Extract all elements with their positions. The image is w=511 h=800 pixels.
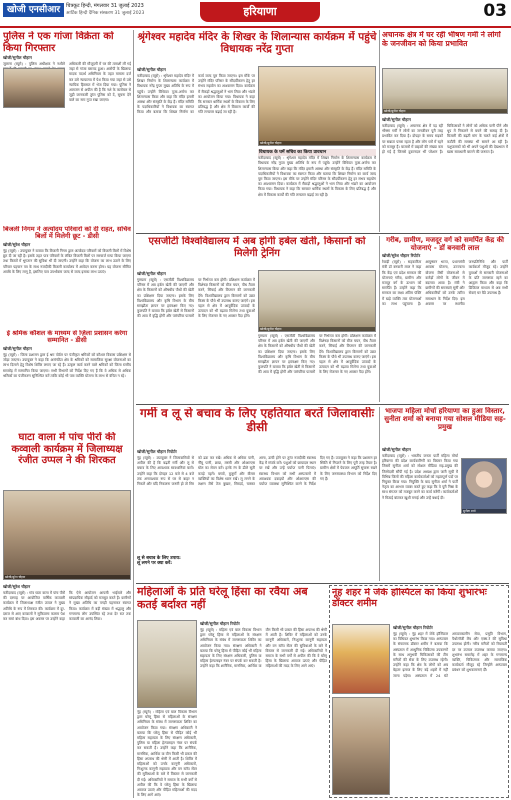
page-number: 03 — [483, 1, 507, 21]
body-hospital: नूंह (ब्यूरो) : नूंह शहर में जेके हॉस्पिटल का विधिवत शुभारंभ किया गया। अस्पताल के संचालक डॉक्टर शमीम ने बताया कि अस्पताल में आधुनिक चिकित्सा उपकरणों के साथ अनुभवी चिकित्सकों की टीम मरीजों की सेवा के लिए उपलब्ध रहेगी। उन्होंने कहा कि क्षेत्र के लोगों को अब बेहतर इलाज के लिए बड़े शहरों में नहीं जाना पड़ेगा। अस्पताल में 24 घंटे आपातकालीन सेवा, प्रसूति विभाग, पैथोलॉजी लैब और एक्स-रे की सुविधा उपलब्ध होगी। गरीब मरीजों को रियायती दर पर उपचार उपलब्ध कराया जाएगा। शुभारंभ समारोह में शहर के गणमान्य व्यक्ति, चिकित्सक और सामाजिक कार्यकर्ता मौजूद रहे जिन्होंने अस्पताल प्रबंधन को शुभकामनाएं दीं। — [393, 632, 507, 678]
photo-hospital — [332, 624, 390, 694]
photo-ghata — [3, 490, 131, 580]
photo-hospital-2 — [332, 697, 390, 795]
story-temple-text — [137, 66, 255, 230]
story-university-text2 — [258, 334, 376, 400]
story-bjp — [382, 407, 508, 443]
caption-ghata: खोजी/सुरेश चौहान — [4, 575, 130, 579]
body-hinsa-2: नूंह (ब्यूरो) : महिला एवं बाल विकास विभाग द्वारा घरेलू हिंसा से महिलाओं के संरक्षण अधिनियम के संबंध में जागरूकता शिविर का आयोजन किया गया। संरक्षण अधिकारी ने बताया कि घरेलू हिंसा से पीड़ित कोई भी महिला सहायता के लिए संरक्षण अधिकारी, पुलिस या महिला हेल्पलाइन नंबर पर संपर्क कर सकती है। उन्होंने कहा कि शारीरिक, मानसिक, आर्थिक या यौन किसी भी प्रकार की हिंसा अपराध की श्रेणी में आती है। शिविर में महिलाओं को उनके कानूनी अधिकारों, निःशुल्क कानूनी सहायता और वन स्टॉप सेंटर की सुविधाओं के बारे में विस्तार से जानकारी दी गई। अधिकारियों ने समाज के सभी वर्गों से अपील की कि वे घरेलू हिंसा के खिलाफ आवाज उठाएं और पीड़ित महिलाओं की मदद के लिए आगे आएं। — [137, 710, 197, 798]
photo-ganja — [3, 68, 65, 108]
body-eshram: नूंह (ब्यूरो) : जिला प्रशासन द्वारा ई श्रम पोर्टल पर पंजीकृत श्रमिकों को कौशल विकास प्रशिक्षण से जोड़ा जाएगा। उपायुक्त ने कहा कि असंगठित क्षेत्र के श्रमिकों को सामाजिक सुरक्षा योजनाओं का लाभ दिलाने हेतु विशेष शिविर लगाए जा रहे हैं। उत्कृष्ट कार्य करने वाले श्रमिकों को जिला स्तरीय समारोह में सम्मानित किया जाएगा। सभी विभागों को निर्देश दिए गए हैं कि वे अधिक से अधिक श्रमिकों का पंजीकरण सुनिश्चित करें ताकि कोई भी पात्र व्यक्ति योजना के लाभ से वंचित न रहे। — [3, 352, 131, 378]
row-divider-1 — [136, 233, 509, 234]
headline-hospital: नूंह शहर में जेके हॉस्पिटल का किया शुभारंभः डॉक्टर शमीम — [332, 588, 487, 609]
byline-eshram: खोजी/सुनील चौहान — [3, 345, 32, 351]
headline-hinsa: महिलाओं के प्रति घरेलू हिंसा का रवैया अब कतई बर्दाश्त नहीं — [137, 586, 308, 611]
body-garib: रेवाड़ी (ब्यूरो) : सहकारिता मंत्री डॉ बनवारी लाल ने कहा कि केंद्र एवं प्रदेश सरकार की योजनाएं गरीब, ग्रामीण और मजदूर वर्ग के उत्थान को समर्पित हैं। उन्होंने कहा कि सरकार का लक्ष्य अंतिम पंक्ति में खड़े व्यक्ति तक योजनाओं का लाभ पहुंचाना है। आयुष्मान भारत, प्रधानमंत्री आवास योजना, उज्ज्वला योजना जैसी योजनाओं से करोड़ों लोगों के जीवन में बदलाव आया है। मंत्री ने ग्रामीणों की समस्याएं सुनीं और अधिकारियों को उनके त्वरित समाधान के निर्देश दिए। इस अवसर पर स्थानीय जनप्रतिनिधि और पार्टी कार्यकर्ता मौजूद रहे। उन्होंने युवाओं से सरकारी योजनाओं के प्रति जागरूक रहने का आह्वान किया और कहा कि डिजिटल माध्यम से अब सभी सेवाएं घर बैठे उपलब्ध हैं। — [382, 260, 508, 306]
row-divider-2 — [136, 404, 509, 405]
byline-ganja: खोजी/सुनील चौहान — [3, 55, 32, 60]
byline-gunfire: खोजी/सुनील चौहान — [382, 117, 411, 122]
row-divider-3 — [136, 583, 509, 584]
column-divider-right-2 — [379, 236, 380, 402]
body-bjp: फरीदाबाद (ब्यूरो) : भारतीय जनता पार्टी महिला मोर्चा हरियाणा की प्रदेश कार्यकारिणी का विस्तार किया गया जिसमें सुनीता शर्मा को सोशल मीडिया सह-प्रमुख की जिम्मेदारी सौंपी गई है। प्रदेश अध्यक्ष द्वारा जारी सूची में विभिन्न जिलों की महिला कार्यकर्ताओं को महत्वपूर्ण पदों पर नियुक्त किया गया। नियुक्ति के बाद सुनीता शर्मा ने पार्टी नेतृत्व का आभार व्यक्त करते हुए कहा कि वे पूरी निष्ठा के साथ संगठन को मजबूत करने का कार्य करेंगी। कार्यकर्ताओं ने मिठाई बांटकर खुशी मनाई और उन्हें बधाई दी। — [382, 454, 458, 500]
photo-university — [258, 270, 376, 332]
photo-gunfire — [382, 68, 508, 114]
story-hospital-text — [393, 624, 507, 796]
story-heat — [137, 407, 377, 447]
section-title: हरियाणा — [200, 2, 320, 22]
byline-ghata: खोजी/सुरेश चौहान — [3, 584, 31, 589]
byline-heat: खोजी/सुनील चौहान रिपोर्टर — [137, 449, 177, 454]
byline-bjp: खोजी/सुनील चौहान — [382, 447, 411, 452]
newspaper-logo: खोजी एनसीआर — [3, 3, 64, 17]
column-divider-right-3 — [379, 407, 380, 581]
byline-bijli: खोजी/सुरेश चौहान — [3, 241, 31, 247]
body-ghata: फरीदाबाद (ब्यूरो) : गांव घाटा वाला में पांच पीरों की दरगाह पर आयोजित वार्षिक कव्वाली कार्यक्रम में जिलाध्यक्ष रंजीत उप्पल ने मुख्य अतिथि के रूप में शिरकत की। कार्यक्रम में दूर-दराज से आए कव्वालों ने सूफियाना कलाम पेश कर समां बांध दिया। इस अवसर पर उन्होंने कहा कि ऐसे आयोजन आपसी भाईचारे और सांप्रदायिक सौहार्द को मजबूत करते हैं। ग्रामीणों ने मुख्य अतिथि का पगड़ी पहनाकर स्वागत किया। कार्यक्रम में बड़ी संख्या में श्रद्धालु और गणमान्य लोग उपस्थित रहे तथा देर रात तक कव्वाली का आनंद लिया। — [3, 591, 131, 622]
byline-university: खोजी/सुनील चौहान — [137, 271, 166, 276]
story-hospital — [332, 588, 507, 622]
story-temple-sub — [258, 149, 376, 229]
story-hinsa-text2 — [137, 710, 197, 798]
story-university — [137, 236, 377, 266]
story-ghata-text — [3, 583, 131, 797]
column-divider — [133, 30, 134, 798]
body-university-2: गुरुग्राम (ब्यूरो) : एसजीटी विश्वविद्यालय परिसर में अब हर्बल खेती की जाएगी और क्षेत्र के किसानों को औषधीय पौधों की खेती का प्रशिक्षण दिया जाएगा। इसके लिए विश्वविद्यालय और कृषि विभाग के बीच समझौता ज्ञापन पर हस्ताक्षर किए गए। कुलपति ने बताया कि हर्बल खेती से किसानों की आय में वृद्धि होगी और पारंपरिक फसलों पर निर्भरता कम होगी। प्रशिक्षण कार्यक्रम में विशेषज्ञ किसानों को बीज चयन, पौध तैयार करने, सिंचाई और विपणन की जानकारी देंगे। विश्वविद्यालय द्वारा किसानों को उन्नत किस्म के पौधे भी उपलब्ध कराए जाएंगे। इस पहल से क्षेत्र में आयुर्वेदिक उत्पादों के उत्पादन को भी बढ़ावा मिलेगा तथा युवाओं के लिए रोजगार के नए अवसर पैदा होंगे। — [258, 334, 376, 375]
subhead-temple: विधायक के घर्मे सचिव का किया प्रावधान — [258, 149, 376, 156]
headline-bijli: बिजली निगम ने अत्योदय परिवारों को दी राहत, सचिव बिलों में मिलेगी छूट - डीसी — [3, 226, 131, 241]
story-ganja — [3, 31, 131, 223]
caption-temple: खोजी/सुनील चौहान — [259, 141, 375, 145]
byline-hinsa: खोजी/सुनील चौहान रिपोर्टर — [200, 621, 240, 626]
headline-garib: गरीब, ग्रामीण, मजदूर वर्ग को समर्पित केंद्र की योजनाएं - डॉ बनवारी लाल — [386, 236, 504, 253]
story-hinsa-text — [200, 620, 327, 798]
byline-temple: खोजी/सुनील चौहान — [137, 67, 166, 72]
story-eshram — [3, 330, 131, 428]
edition-line: आर्टिक हिन्दी दैनिक संस्करण 31 जुलाई 2023 — [66, 11, 145, 16]
body-temple-sub: फरीदाबाद (ब्यूरो) : श्रृंगेश्वर महादेव मंदिर में शिखर निर्माण के शिलान्यास कार्यक्रम में विधायक नरेंद्र गुप्ता मुख्य अतिथि के रूप में पहुंचे। उन्होंने विधिवत पूजा-अर्चना कर शिलान्यास किया और कहा कि मंदिर हमारी आस्था और संस्कृति के केंद्र हैं। मंदिर समिति के पदाधिकारियों ने विधायक का स्वागत किया और बताया कि शिखर निर्माण का कार्य जल्द पूरा किया जाएगा। इस मौके पर उन्होंने मंदिर परिसर के सौंदर्यीकरण हेतु हर संभव सहयोग का आश्वासन दिया। कार्यक्रम में सैकड़ों श्रद्धालुओं ने भाग लिया और भंडारे का आयोजन किया गया। विधायक ने कहा कि सरकार धार्मिक स्थलों के विकास के लिए प्रतिबद्ध है और क्षेत्र में विकास कार्यों की गति लगातार बढ़ाई जा रही है। — [258, 156, 376, 197]
subhead-heat-2: लू लगने पर क्या करें: — [137, 561, 173, 567]
caption-gunfire: खोजी/सुनील चौहान — [383, 109, 507, 113]
photo-bjp — [461, 458, 507, 514]
headline-ghata: घाटा वाला में पांच पीरों की कव्वाली कार्यक्रम में जिलाध्यक्ष रंजीत उप्पल ने की शिरकत — [11, 432, 123, 466]
story-temple — [137, 31, 377, 63]
headline-gunfire: अचानक क्षेत्र में घर रही भीषण गर्मी ने लोगों के जनजीवन को किया प्रभावित — [382, 31, 501, 48]
column-divider-right — [379, 30, 380, 232]
caption-university: खोजी/सुनील चौहान — [259, 327, 375, 331]
body-gunfire: फरीदाबाद (ब्यूरो) : अचानक क्षेत्र में पड़ रही भीषण गर्मी ने लोगों का जनजीवन पूरी तरह प्रभावित कर दिया है। दोपहर के समय सड़कों पर सन्नाटा पसरा रहता है और लोग घरों में रहने को मजबूर हैं। बाजारों में ग्राहकों की संख्या कम हो गई है जिससे दुकानदार भी परेशान हैं। चिकित्सकों ने लोगों को अधिक पानी पीने और धूप में निकलने से बचने की सलाह दी है। बिजली की बढ़ती मांग के चलते कई क्षेत्रों में कटौती की समस्या भी सामने आ रही है। पशुपालकों को भी अपने पशुओं की देखभाल में खास सावधानी बरतने की जरूरत है। — [382, 124, 508, 155]
photo-temple — [258, 66, 376, 146]
story-gunfire-text — [382, 116, 508, 231]
body-temple: फरीदाबाद (ब्यूरो) : श्रृंगेश्वर महादेव मंदिर में शिखर निर्माण के शिलान्यास कार्यक्रम में विधायक नरेंद्र गुप्ता मुख्य अतिथि के रूप में पहुंचे। उन्होंने विधिवत पूजा-अर्चना कर शिलान्यास किया और कहा कि मंदिर हमारी आस्था और संस्कृति के केंद्र हैं। मंदिर समिति के पदाधिकारियों ने विधायक का स्वागत किया और बताया कि शिखर निर्माण का कार्य जल्द पूरा किया जाएगा। इस मौके पर उन्होंने मंदिर परिसर के सौंदर्यीकरण हेतु हर संभव सहयोग का आश्वासन दिया। कार्यक्रम में सैकड़ों श्रद्धालुओं ने भाग लिया और भंडारे का आयोजन किया गया। विधायक ने कहा कि सरकार धार्मिक स्थलों के विकास के लिए प्रतिबद्ध है और क्षेत्र में विकास कार्यों की गति लगातार बढ़ाई जा रही है। — [137, 74, 255, 115]
story-bjp-text — [382, 446, 458, 580]
body-heat: नूंह (ब्यूरो) : उपायुक्त ने जिलावासियों से अपील की है कि बढ़ती गर्मी और लू से बचाव के लिए आवश्यक सावधानियां बरतें। उन्होंने कहा कि दोपहर 12 बजे से 4 बजे तक अनावश्यक रूप से घर से बाहर न निकलें और यदि निकलना जरूरी हो तो सिर को ढक कर रखें। अधिक से अधिक पानी, नींबू पानी, छाछ, लस्सी और ओआरएस घोल का सेवन करें। हल्के रंग के ढीले सूती कपड़े पहनें। बच्चों, बुजुर्गों और बीमार व्यक्तियों का विशेष ध्यान रखें। लू लगने के लक्षण जैसे तेज बुखार, सिरदर्द, चक्कर आना, उल्टी होने पर तुरंत नजदीकी स्वास्थ्य केंद्र में संपर्क करें। पशुओं को छायादार स्थान पर रखें और उन्हें पर्याप्त पानी पिलाएं। स्वास्थ्य विभाग को सभी अस्पतालों में आवश्यक दवाइयों और ओआरएस की पर्याप्त व्यवस्था सुनिश्चित करने के निर्देश दिए गए हैं। उपायुक्त ने कहा कि प्रशासन हर स्थिति से निपटने के लिए पूरी तरह तैयार है। ग्रामीण क्षेत्रों में पेयजल आपूर्ति सुचारू रखने के लिए जनस्वास्थ्य विभाग को निर्देश दिए गए हैं। — [137, 456, 377, 487]
story-garib — [382, 236, 508, 402]
byline-garib: खोजी/सुरेश चौहान रिपोर्टर — [382, 253, 421, 259]
subhead-heat-1: लू से बचाव के लिए उपाय: — [137, 556, 181, 561]
body-ganja: जुलाना (ब्यूरो) : पुलिस अधीक्षक ने नशीले अधिकारी की मौजूदगी में घर की तलाशी ली गई जहां से गांजा बरामद हुआ। आरोपी के खिलाफ मादक पदार्थ अधिनियम के तहत मामला दर्ज कर उसे न्यायालय में पेश किया गया जहां से उसे न्यायिक हिरासत में भेज दिया गया। पुलिस ने आमजन से अपील की है कि नशे के कारोबार से जुड़ी जानकारी तुरंत पुलिस को दें, सूचना देने वाले का नाम गुप्त रखा जाएगा। — [3, 62, 131, 103]
headline-eshram: ई श्रमिक कौशल के माध्यम से ज़िला प्रशासन करेगा सम्मानित - डीसी — [6, 330, 128, 345]
byline-hospital: खोजी/सुनील चौहान रिपोर्टर — [393, 625, 433, 630]
headline-ganja: पुलिस ने एक गांजा विक्रेता को किया गिरफ्तार — [3, 31, 114, 54]
body-hinsa: नूंह (ब्यूरो) : महिला एवं बाल विकास विभाग द्वारा घरेलू हिंसा से महिलाओं के संरक्षण अधिनियम के संबंध में जागरूकता शिविर का आयोजन किया गया। संरक्षण अधिकारी ने बताया कि घरेलू हिंसा से पीड़ित कोई भी महिला सहायता के लिए संरक्षण अधिकारी, पुलिस या महिला हेल्पलाइन नंबर पर संपर्क कर सकती है। उन्होंने कहा कि शारीरिक, मानसिक, आर्थिक या यौन किसी भी प्रकार की हिंसा अपराध की श्रेणी में आती है। शिविर में महिलाओं को उनके कानूनी अधिकारों, निःशुल्क कानूनी सहायता और वन स्टॉप सेंटर की सुविधाओं के बारे में विस्तार से जानकारी दी गई। अधिकारियों ने समाज के सभी वर्गों से अपील की कि वे घरेलू हिंसा के खिलाफ आवाज उठाएं और पीड़ित महिलाओं की मदद के लिए आगे आएं। — [200, 628, 327, 669]
story-heat-text — [137, 448, 377, 580]
masthead — [0, 0, 511, 28]
caption-bjp: सुनीता शर्मा — [462, 509, 506, 513]
story-bijli — [3, 226, 131, 326]
body-bijli: नूंह (ब्यूरो) : उपायुक्त ने बताया कि बिजली निगम द्वारा अंत्योदय परिवारों को बिजली बिलों में विशेष छूट दी जा रही है। इसके तहत पात्र परिवारों के लंबित बिजली बिलों पर सरचार्ज माफ किया जाएगा तथा किस्तों में भुगतान की सुविधा भी दी जाएगी। उन्होंने कहा कि योजना का लाभ उठाने के लिए परिवार पहचान पत्र के साथ नजदीकी बिजली कार्यालय में आवेदन करना होगा। यह योजना सीमित अवधि के लिए लागू है, इसलिए पात्र उपभोक्ता जल्द से जल्द इसका लाभ उठाएं। — [3, 248, 131, 274]
headline-bjp: भाजपा महिला मोर्चा हरियाणा का हुआ विस्तार, सुनीता शर्मा को बनाया गया सोशल मीडिया सह-प्रमुख — [384, 407, 506, 432]
photo-hinsa — [137, 620, 197, 708]
body-university: गुरुग्राम (ब्यूरो) : एसजीटी विश्वविद्यालय परिसर में अब हर्बल खेती की जाएगी और क्षेत्र के किसानों को औषधीय पौधों की खेती का प्रशिक्षण दिया जाएगा। इसके लिए विश्वविद्यालय और कृषि विभाग के बीच समझौता ज्ञापन पर हस्ताक्षर किए गए। कुलपति ने बताया कि हर्बल खेती से किसानों की आय में वृद्धि होगी और पारंपरिक फसलों पर निर्भरता कम होगी। प्रशिक्षण कार्यक्रम में विशेषज्ञ किसानों को बीज चयन, पौध तैयार करने, सिंचाई और विपणन की जानकारी देंगे। विश्वविद्यालय द्वारा किसानों को उन्नत किस्म के पौधे भी उपलब्ध कराए जाएंगे। इस पहल से क्षेत्र में आयुर्वेदिक उत्पादों के उत्पादन को भी बढ़ावा मिलेगा तथा युवाओं के लिए रोजगार के नए अवसर पैदा होंगे। — [137, 278, 255, 319]
story-university-text — [137, 270, 255, 400]
dateline: चित्रकूट हिन्दी, मंगलवार 31 जुलाई 2023 — [66, 3, 144, 9]
headline-temple: श्रृंगेश्वर महादेव मंदिर के शिखर के शिलान्यास कार्यक्रम में पहुंचे विधायक नरेंद्र गुप्ता — [137, 31, 377, 56]
headline-university: एसजीटी विश्वविद्यालय में अब होगी हर्बल खेती, किसानों को मिलेगी ट्रेनिंग — [148, 236, 366, 259]
headline-heat: गर्मी व लू से बचाव के लिए एहतियात बरतें जिलावासीः डीसी — [139, 407, 375, 434]
